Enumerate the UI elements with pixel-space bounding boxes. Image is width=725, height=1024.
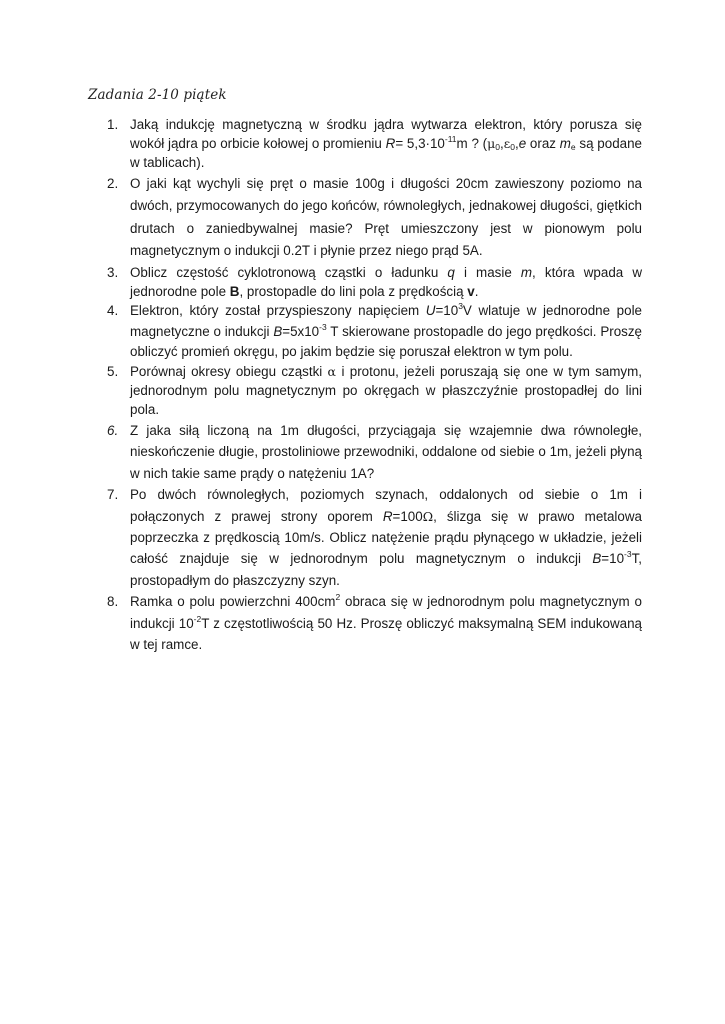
task-text [130, 303, 642, 358]
text-segment: =5x10 [282, 323, 320, 339]
text-segment: i protonu, jeżeli poruszają się one w tym samym, jednorodnym polu magnetycznym po okręgach w płaszczyźnie prostopadłej do lini pola. [130, 364, 643, 418]
task-number: 1. [107, 117, 119, 132]
text-segment: T skierowane prostopadle do jego prędkości. Proszę obliczyć promień okręgu, po jakim będzie się poruszał elektron w tym polu. [130, 323, 642, 359]
text-segment: Jaką indukcję magnetyczną w środku jądra wytwarza elektron, który porusza się wokół jądra po orbicie kołowej o promieniu [130, 117, 642, 152]
italic-text: q [447, 264, 455, 280]
task-number: 6. [107, 422, 119, 438]
task-number: 2. [107, 175, 119, 191]
bold-text: v [467, 284, 475, 300]
task-number: 8. [107, 593, 119, 609]
superscript: -11 [444, 134, 457, 145]
text-segment: , ślizga się w prawo metalowa poprzeczka z prędkoscią 10m/s. Oblicz natężenie prądu płynącego w układzie, jeżeli całość znajduje się w jednorodnym polu magnetycznym o indukcji [130, 508, 642, 567]
task-item-4 [100, 301, 642, 362]
task-text [130, 364, 642, 417]
task-text [130, 265, 642, 299]
superscript: -3 [624, 549, 632, 560]
italic-text: e [518, 136, 527, 152]
superscript: -3 [319, 321, 327, 332]
italic-text: R [385, 136, 396, 152]
task-list [100, 115, 642, 656]
text-segment: i masie [454, 264, 521, 280]
text-segment: Oblicz częstość cyklotronową cząstki o ładunku [130, 264, 448, 280]
task-item-8 [100, 591, 642, 656]
task-item-7 [100, 484, 642, 590]
italic-text: m [559, 136, 571, 152]
task-item-1 [100, 115, 642, 173]
text-segment: V wlatuje w jednorodne pole magnetyczne o indukcji [130, 303, 642, 339]
italic-text: m [520, 264, 533, 280]
task-number: 5. [107, 364, 119, 379]
task-text [130, 487, 642, 587]
superscript: 2 [335, 591, 341, 602]
task-item-2 [100, 173, 642, 263]
task-text [130, 591, 642, 653]
text-segment: m ? ( [456, 136, 488, 152]
italic-text: R [382, 508, 393, 524]
task-item-6 [100, 420, 642, 485]
task-text [130, 423, 642, 481]
text-segment: =10 [435, 303, 459, 319]
task-item-3 [100, 263, 642, 301]
text-segment: T, prostopadłym do płaszczyzny szyn. [130, 551, 642, 588]
text-segment: =100 [392, 508, 423, 524]
text-segment: =10 [601, 551, 625, 567]
italic-text: B [273, 323, 283, 339]
task-number: 7. [107, 487, 119, 503]
text-segment: . [474, 284, 479, 300]
text-segment: T z częstotliwością 50 Hz. Proszę obliczyć maksymalną SEM indukowaną w tej ramce. [130, 615, 642, 653]
symbol: μ [487, 136, 496, 152]
text-segment: O jaki kąt wychyli się pręt o masie 100g i długości 20cm zawieszony poziomo na dwóch, przymocowanych do jego końców, równoległych, jednakowej długości, giętkich drutach o zaniedbywalnej masie? Pręt umieszczony jest w pionowym polu magnetycznym o indukcji 0.2T i płynie przez niego prąd 5A. [130, 175, 642, 259]
superscript: 3 [458, 301, 463, 312]
text-segment: = 5,3·10 [395, 136, 445, 152]
superscript: -2 [193, 613, 202, 624]
text-segment: obraca się w jednorodnym polu magnetycznym o indukcji 10 [130, 593, 642, 631]
task-text [130, 176, 642, 259]
task-item-5 [100, 362, 642, 420]
text-segment: , [500, 136, 504, 152]
task-number: 4. [107, 303, 119, 319]
text-segment: Po dwóch równoległych, poziomych szynach, oddalonych od siebie o 1m i połączonych z prawej strony oporem [130, 487, 642, 524]
text-segment: oraz [526, 136, 560, 152]
task-number: 3. [107, 264, 119, 280]
text-segment: , [514, 136, 519, 152]
text-segment: Ramka o polu powierzchni 400cm [130, 593, 336, 609]
bold-text: B [229, 284, 240, 300]
text-segment: Porównaj okresy obiegu cząstki [130, 364, 328, 379]
subscript: 0 [510, 142, 515, 153]
symbol: α [327, 364, 342, 379]
italic-text: U [425, 303, 436, 319]
text-segment: Z jaka siłą liczoną na 1m długości, przyciągaja się wzajemnie dwa równoległe, nieskończenie długie, prostoliniowe przewodniki, oddalone od siebie o 1m, jeżeli płyną w nich takie same prądy o natężeniu 1A? [130, 422, 642, 481]
task-text [130, 117, 642, 170]
italic-text: B [592, 551, 602, 567]
document-heading: Zadania 2-10 piątek [88, 87, 227, 103]
text-segment: Elektron, który został przyspieszony napięciem [130, 303, 426, 319]
text-segment: są podane w tablicach). [130, 136, 642, 171]
symbol: Ω [422, 508, 434, 524]
symbol: ε [503, 136, 511, 152]
text-segment: , która wpada w jednorodne pole [130, 264, 643, 300]
text-segment: , prostopadle do lini pola z prędkością [239, 284, 468, 300]
subscript: e [570, 142, 576, 153]
subscript: 0 [495, 142, 500, 153]
